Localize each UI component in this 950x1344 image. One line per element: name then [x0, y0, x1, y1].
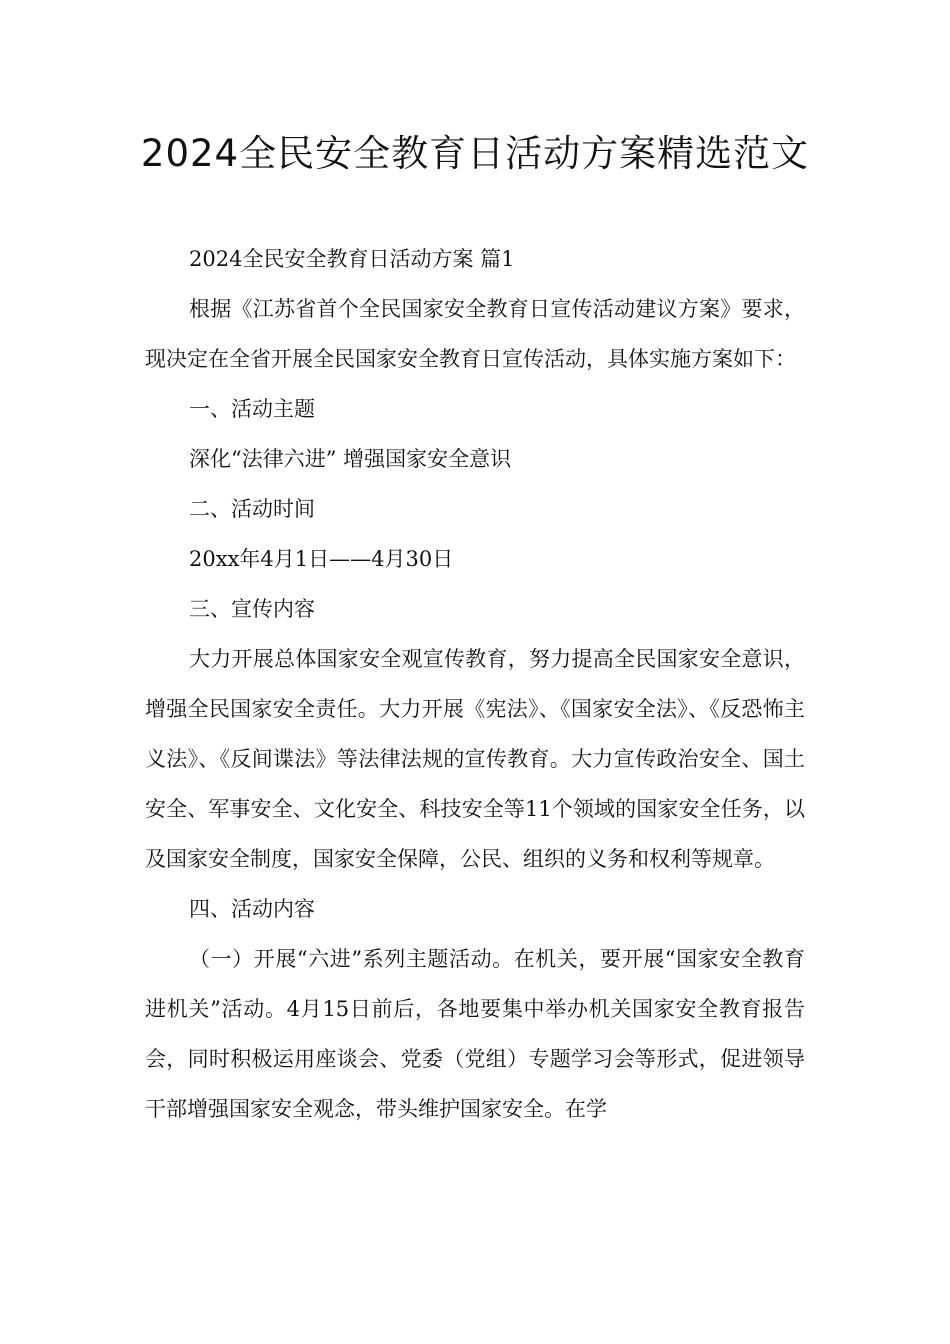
document-body	[145, 234, 805, 1134]
body-paragraph: 2024全民安全教育日活动方案 篇1	[189, 247, 515, 271]
body-paragraph: 20xx年4月1日——4月30日	[189, 547, 454, 571]
body-paragraph: 大力开展总体国家安全观宣传教育，努力提高全民国家安全意识，增强全民国家安全责任。大力开展《宪法》、《国家安全法》、《反恐怖主义法》、《反间谍法》等法律法规的宣传教育。大力宣传政治安全、国土安全、军事安全、文化安全、科技安全等11个领域的国家安全任务，以及国家安全制度，国家安全保障，公民、组织的义务和权利等规章。	[145, 647, 805, 871]
section-heading: 一、活动主题	[189, 397, 315, 421]
section-heading: 二、活动时间	[189, 497, 315, 521]
section-heading: 四、活动内容	[189, 897, 315, 921]
body-paragraph: 深化“法律六进” 增强国家安全意识	[189, 447, 512, 471]
body-paragraph: （一）开展“六进”系列主题活动。在机关，要开展“国家安全教育进机关”活动。4月15日前后，各地要集中举办机关国家安全教育报告会，同时积极运用座谈会、党委（党组）专题学习会等形式，促进领导干部增强国家安全观念，带头维护国家安全。在学	[145, 947, 805, 1121]
document-title: 2024全民安全教育日活动方案精选范文	[140, 132, 810, 175]
body-paragraph: 根据《江苏省首个全民国家安全教育日宣传活动建议方案》要求，现决定在全省开展全民国家安全教育日宣传活动，具体实施方案如下：	[145, 297, 805, 371]
section-heading: 三、宣传内容	[189, 597, 315, 621]
